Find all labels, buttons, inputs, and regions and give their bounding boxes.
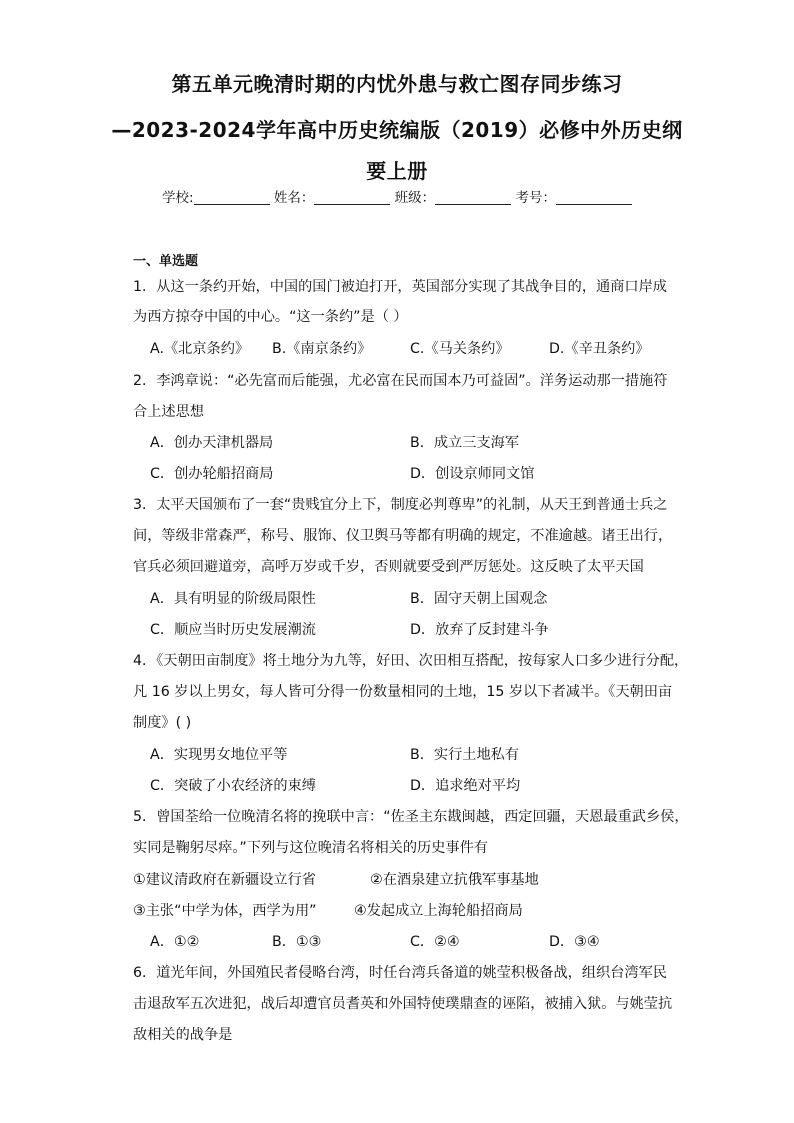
- question-4-option-a[interactable]: A．实现男女地位平等: [150, 747, 288, 763]
- student-info-line: [162, 186, 632, 206]
- school-blank[interactable]: [194, 190, 270, 205]
- question-6-line-3: 敌相关的战争是: [133, 1027, 233, 1043]
- question-3-line-3: 官兵必须回避道旁，高呼万岁或千岁，否则就要受到严厉惩处。这反映了太平天国: [133, 559, 644, 575]
- question-1-option-c[interactable]: C.《马关条约》: [410, 341, 510, 357]
- page-title-line-1: 第五单元晚清时期的内忧外患与救亡图存同步练习: [171, 72, 623, 96]
- question-2-line-1: 2．李鸿章说：“必先富而后能强，尤必富在民而国本乃可益固”。洋务运动那一措施符: [133, 373, 668, 389]
- question-2-line-2: 合上述思想: [133, 404, 204, 420]
- question-5-option-d[interactable]: D．③④: [549, 934, 600, 950]
- question-1-option-d[interactable]: D.《辛丑条约》: [549, 341, 650, 357]
- question-5-option-a[interactable]: A．①②: [150, 934, 200, 950]
- question-1-line-2: 为西方掠夺中国的中心。“这一条约”是（ ）: [133, 309, 408, 325]
- question-5-option-b[interactable]: B．①③: [272, 934, 322, 950]
- question-5-line-2: 实同是鞠躬尽瘁。”下列与这位晚清名将相关的历史事件有: [133, 840, 488, 856]
- question-2-option-c[interactable]: C．创办轮船招商局: [150, 466, 274, 482]
- question-3-option-a[interactable]: A．具有明显的阶级局限性: [150, 591, 316, 607]
- question-5-option-c[interactable]: C．②④: [410, 934, 460, 950]
- question-2-option-a[interactable]: A．创办天津机器局: [150, 435, 274, 451]
- question-2-option-b[interactable]: B．成立三支海军: [410, 435, 520, 451]
- question-5-statement-2: ②在酒泉建立抗俄军事基地: [370, 872, 539, 888]
- question-4-line-3: 制度》( ): [133, 715, 192, 731]
- section-heading: 一、单选题: [133, 254, 199, 269]
- question-1-option-b[interactable]: B.《南京条约》: [272, 341, 372, 357]
- question-3-option-c[interactable]: C．顺应当时历史发展潮流: [150, 622, 316, 638]
- question-5-statement-1: ①建议清政府在新疆设立行省: [133, 872, 316, 888]
- question-1-option-a[interactable]: A.《北京条约》: [150, 341, 250, 357]
- question-5-line-1: 5．曾国荃给一位晚清名将的挽联中言：“佐圣主东戡闽越，西定回疆，天恩最重武乡侯，: [133, 809, 689, 825]
- school-label: 学校:: [162, 190, 194, 206]
- question-5-statement-4: ④发起成立上海轮船招商局: [354, 903, 523, 919]
- class-blank[interactable]: [435, 190, 511, 205]
- question-1-line-1: 1．从这一条约开始，中国的国门被迫打开，英国部分实现了其战争目的，通商口岸成: [133, 279, 667, 295]
- exam-number-blank[interactable]: [556, 190, 632, 205]
- name-blank[interactable]: [314, 190, 390, 205]
- question-4-option-c[interactable]: C．突破了小农经济的束缚: [150, 778, 316, 794]
- question-3-line-1: 3．太平天国颁布了一套“贵贱宜分上下，制度必判尊卑”的礼制，从天王到普通士兵之: [133, 497, 668, 513]
- class-label: 班级：: [394, 190, 436, 206]
- question-4-option-d[interactable]: D．追求绝对平均: [410, 778, 521, 794]
- page-title-line-3: 要上册: [366, 159, 428, 183]
- question-4-line-1: 4．《天朝田亩制度》将土地分为九等，好田、次田相互搭配，按每家人口多少进行分配，: [133, 653, 689, 669]
- question-6-line-1: 6．道光年间，外国殖民者侵略台湾，时任台湾兵备道的姚莹积极备战，组织台湾军民: [133, 965, 667, 981]
- question-5-statement-3: ③主张“中学为体，西学为用”: [133, 903, 317, 919]
- question-3-option-b[interactable]: B．固守天朝上国观念: [410, 591, 548, 607]
- question-2-option-d[interactable]: D．创设京师同文馆: [410, 466, 535, 482]
- name-label: 姓名：: [273, 190, 315, 206]
- question-4-line-2: 凡 16 岁以上男女，每人皆可分得一份数量相同的土地，15 岁以下者减半。《天朝田亩: [133, 684, 673, 700]
- question-3-option-d[interactable]: D．放弃了反封建斗争: [410, 622, 549, 638]
- question-3-line-2: 间，等级非常森严，称号、服饰、仪卫舆马等都有明确的规定，不准逾越。诸王出行，: [133, 528, 673, 544]
- exam-number-label: 考号：: [515, 190, 556, 206]
- question-4-option-b[interactable]: B．实行土地私有: [410, 747, 520, 763]
- page-title-line-2: —2023-2024学年高中历史统编版（2019）必修中外历史纲: [111, 118, 683, 142]
- question-6-line-2: 击退敌军五次进犯，战后却遭官员耆英和外国特使璞鼎查的诬陷，被捕入狱。与姚莹抗: [133, 996, 673, 1012]
